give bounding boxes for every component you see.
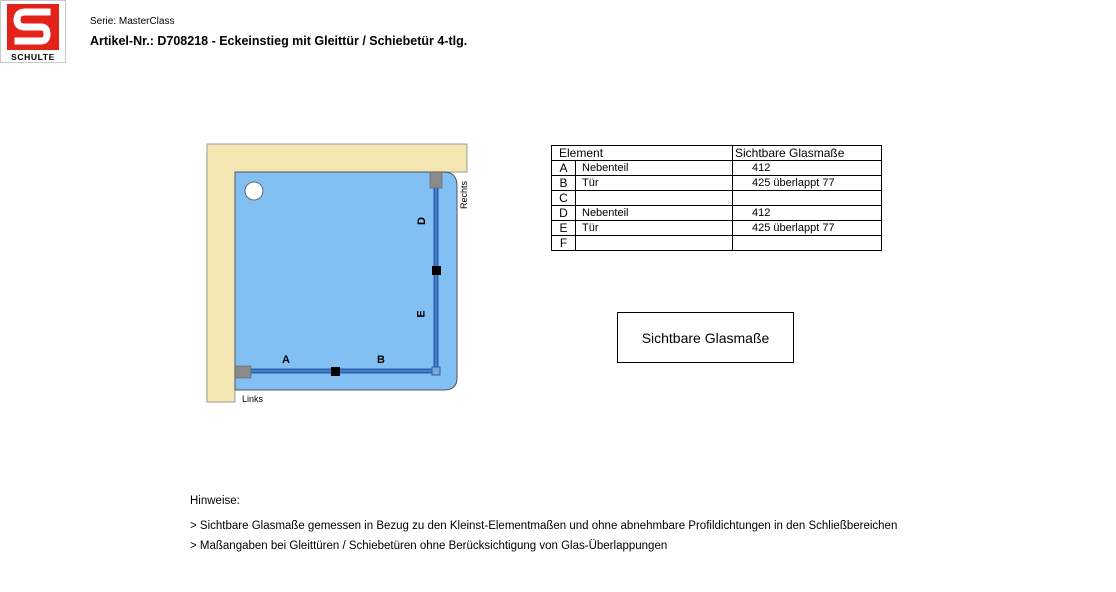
header-element: Element: [552, 146, 733, 161]
row-value: 425 überlappt 77: [733, 176, 882, 191]
table-row: [552, 176, 882, 191]
row-part: Tür: [576, 221, 733, 236]
row-value: [733, 191, 882, 206]
label-b: B: [377, 354, 385, 366]
wall-profile-right: [430, 172, 442, 188]
connector-ab: [331, 367, 340, 376]
header-glass-dimensions: Sichtbare Glasmaße: [733, 146, 882, 161]
table-row: [552, 191, 882, 206]
row-value: [733, 236, 882, 251]
row-id: A: [552, 161, 576, 176]
row-part: Nebenteil: [576, 161, 733, 176]
s-logo-icon: [1, 1, 65, 53]
row-id: D: [552, 206, 576, 221]
label-rechts: Rechts: [459, 180, 470, 210]
connector-de: [432, 266, 441, 275]
note-item: > Sichtbare Glasmaße gemessen in Bezug zu den Kleinst-Elementmaßen und ohne abnehmbare Profildichtungen in den Schließbereichen: [190, 520, 898, 532]
brand-name: SCHULTE: [11, 52, 55, 62]
label-e: E: [415, 310, 428, 318]
row-value: 425 überlappt 77: [733, 221, 882, 236]
legend-box: Sichtbare Glasmaße: [617, 312, 794, 363]
row-part: Tür: [576, 176, 733, 191]
table-row: [552, 161, 882, 176]
label-d: D: [415, 217, 428, 225]
schulte-logo: [0, 0, 66, 63]
label-a: A: [282, 354, 290, 366]
row-id: B: [552, 176, 576, 191]
shower-tray: [235, 172, 457, 390]
row-part: [576, 236, 733, 251]
wall-profile-left: [235, 366, 251, 378]
table-row: [552, 236, 882, 251]
corner-profile: [432, 367, 440, 375]
row-part: [576, 191, 733, 206]
shower-floorplan-diagram: [200, 140, 490, 415]
row-id: E: [552, 221, 576, 236]
floorplan-drawing: [200, 140, 490, 415]
note-item: > Maßangaben bei Gleittüren / Schiebetüren ohne Berücksichtigung von Glas-Überlappungen: [190, 540, 668, 552]
notes-heading: Hinweise:: [190, 495, 240, 507]
row-id: F: [552, 236, 576, 251]
table-row: [552, 206, 882, 221]
series-label: Serie: MasterClass: [90, 16, 175, 27]
drain-icon: [245, 182, 263, 200]
row-part: Nebenteil: [576, 206, 733, 221]
table-row: [552, 221, 882, 236]
page-title: Artikel-Nr.: D708218 - Eckeinstieg mit Gleittür / Schiebetür 4-tlg.: [90, 34, 468, 48]
row-id: C: [552, 191, 576, 206]
row-value: 412: [733, 161, 882, 176]
glass-dimensions-table: [551, 145, 882, 251]
table-header-row: [552, 146, 882, 161]
label-links: Links: [242, 394, 264, 404]
row-value: 412: [733, 206, 882, 221]
